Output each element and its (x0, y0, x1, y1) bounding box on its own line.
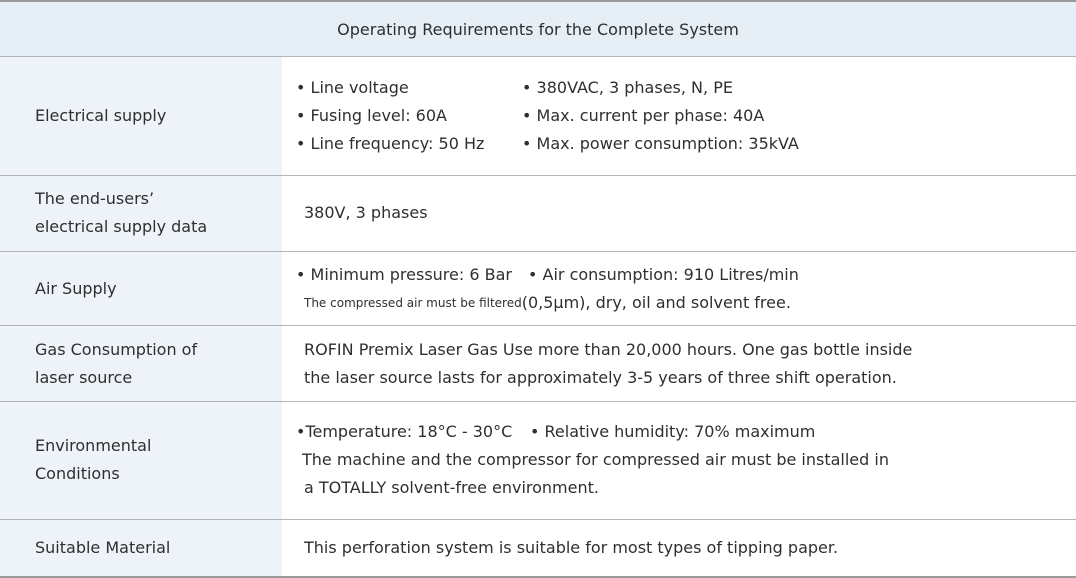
row-label-air-supply (0, 252, 282, 326)
value-line: ROFIN Premix Laser Gas Use more than 20,000 hours. One gas bottle inside (304, 339, 913, 359)
label-line: The end-users’ (35, 189, 155, 209)
spec-item: •Temperature: 18°C - 30°C (296, 422, 513, 442)
label-line: Electrical supply (35, 105, 167, 125)
table-title: Operating Requirements for the Complete System (0, 1, 1076, 57)
table-row-gas-consumption (0, 326, 1076, 401)
filter-note: (0,5μm), dry, oil and solvent free. (521, 292, 791, 312)
label-line: Environmental (35, 436, 152, 456)
table-row-environmental (0, 401, 1076, 520)
label-line: Suitable Material (35, 538, 171, 558)
row-label-electrical-supply (0, 57, 282, 176)
value-line (296, 261, 1076, 289)
label-line: laser source (35, 367, 133, 387)
spec-item: • Max. current per phase: 40A (522, 105, 765, 125)
value-line (296, 74, 1076, 102)
spec-item: • 380VAC, 3 phases, N, PE (522, 77, 733, 97)
filter-note-small: The compressed air must be filtered (304, 295, 522, 310)
value-line: a TOTALLY solvent-free environment. (304, 478, 599, 498)
value-line (296, 418, 1076, 446)
table-row-air-supply (0, 252, 1076, 326)
value-line (296, 102, 1076, 130)
row-label-gas-consumption (0, 326, 282, 401)
table-header-row (0, 1, 1076, 57)
spec-item: • Line frequency: 50 Hz (296, 133, 485, 153)
row-value-gas-consumption (282, 326, 1076, 401)
value-line (296, 130, 1076, 158)
spec-item: • Relative humidity: 70% maximum (530, 422, 816, 442)
row-value-electrical-supply (282, 57, 1076, 176)
row-label-environmental (0, 401, 282, 520)
spec-item: • Line voltage (296, 77, 409, 97)
value-text: 380V, 3 phases (304, 203, 428, 223)
value-line (296, 289, 1076, 317)
label-line: Conditions (35, 464, 120, 484)
spec-item: • Fusing level: 60A (296, 105, 447, 125)
label-line: Gas Consumption of (35, 339, 198, 359)
row-label-suitable-material (0, 520, 282, 577)
table-row-electrical-supply (0, 57, 1076, 176)
row-value-suitable-material (282, 520, 1076, 577)
value-line: The machine and the compressor for compressed air must be installed in (302, 450, 889, 470)
value-text: This perforation system is suitable for most types of tipping paper. (304, 538, 839, 558)
table-row-suitable-material (0, 520, 1076, 577)
row-value-end-user-supply (282, 175, 1076, 251)
spec-item: • Minimum pressure: 6 Bar (296, 264, 512, 284)
row-value-air-supply (282, 252, 1076, 326)
table-row-end-user-supply (0, 175, 1076, 251)
row-value-environmental (282, 401, 1076, 520)
value-line: the laser source lasts for approximately 3-5 years of three shift operation. (304, 367, 897, 387)
spec-item: • Max. power consumption: 35kVA (522, 133, 799, 153)
row-label-end-user-supply (0, 175, 282, 251)
label-line: Air Supply (35, 278, 117, 298)
label-line: electrical supply data (35, 217, 208, 237)
spec-item: • Air consumption: 910 Litres/min (528, 264, 799, 284)
